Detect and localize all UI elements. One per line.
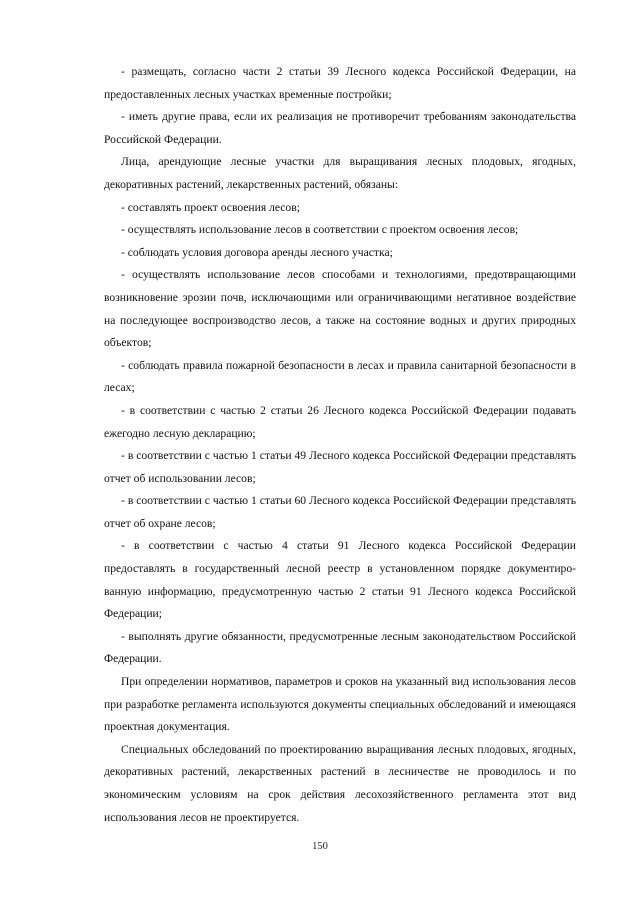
paragraph-9: - в соответствии с частью 2 статьи 26 Лесного кодекса Российской Федерации подавать ежегодно лесную декларацию; [104,403,576,440]
body-text [104,61,576,829]
paragraph-14: При определении нормативов, параметров и сроков на указанный вид использования лесов при разработке регламента используются документы специальных обследований и имеющаяся проектная документация. [104,675,576,734]
paragraph-15: Специальных обследований по проектированию выращивания лесных плодовых, ягодных, декоративных растений, лекарственных растений в лесничестве не проводилось и по экономическим условиям на срок действия лесохозяйственного регламента этот вид использования лесов не проектируется. [104,742,576,824]
paragraph-10: - в соответствии с частью 1 статьи 49 Лесного кодекса Российской Федерации представлять отчет об использовании лесов; [104,449,576,485]
page-number: 150 [312,841,328,852]
paragraph-11: - в соответствии с частью 1 статьи 60 Лесного кодекса Российской Федерации представлять отчет об охране лесов; [104,494,576,530]
paragraph-6: - соблюдать условия договора аренды лесного участка; [121,245,393,259]
paragraph-1: - размещать, согласно части 2 статьи 39 Лесного кодекса Российской Федерации, на предоставленных лесных участках временные постройки; [104,65,576,101]
paragraph-3: Лица, арендующие лесные участки для выращивания лесных плодовых, ягодных, декоративных растений, лекарственных растений, обязаны: [104,155,576,191]
paragraph-2: - иметь другие права, если их реализация не противоречит требованиям законодательства Российской Федерации. [104,110,576,146]
paragraph-7: - осуществлять использование лесов способами и технологиями, предотвращающими возникновение эрозии почв, исключающими или ограничивающими негативное воздействие на последующее воспроизводство лесов, а также на состояние водных и других природных объектов; [104,268,576,350]
paragraph-5: - осуществлять использование лесов в соответствии с проектом освоения лесов; [121,223,519,237]
paragraph-8: - соблюдать правила пожарной безопасности в лесах и правила санитарной безопасности в лесах; [104,358,576,395]
paragraph-4: - составлять проект освоения лесов; [121,200,300,214]
paragraph-12: - в соответствии с частью 4 статьи 91 Лесного кодекса Российской Федерации предоставлять в государственный лесной реестр в установленном порядке документированную информацию, предусмотренную частью 2 статьи 91 Лесного кодекса Российской Федерации; [104,539,576,621]
paragraph-13: - выполнять другие обязанности, предусмотренные лесным законодательством Российской Федерации. [104,629,576,666]
